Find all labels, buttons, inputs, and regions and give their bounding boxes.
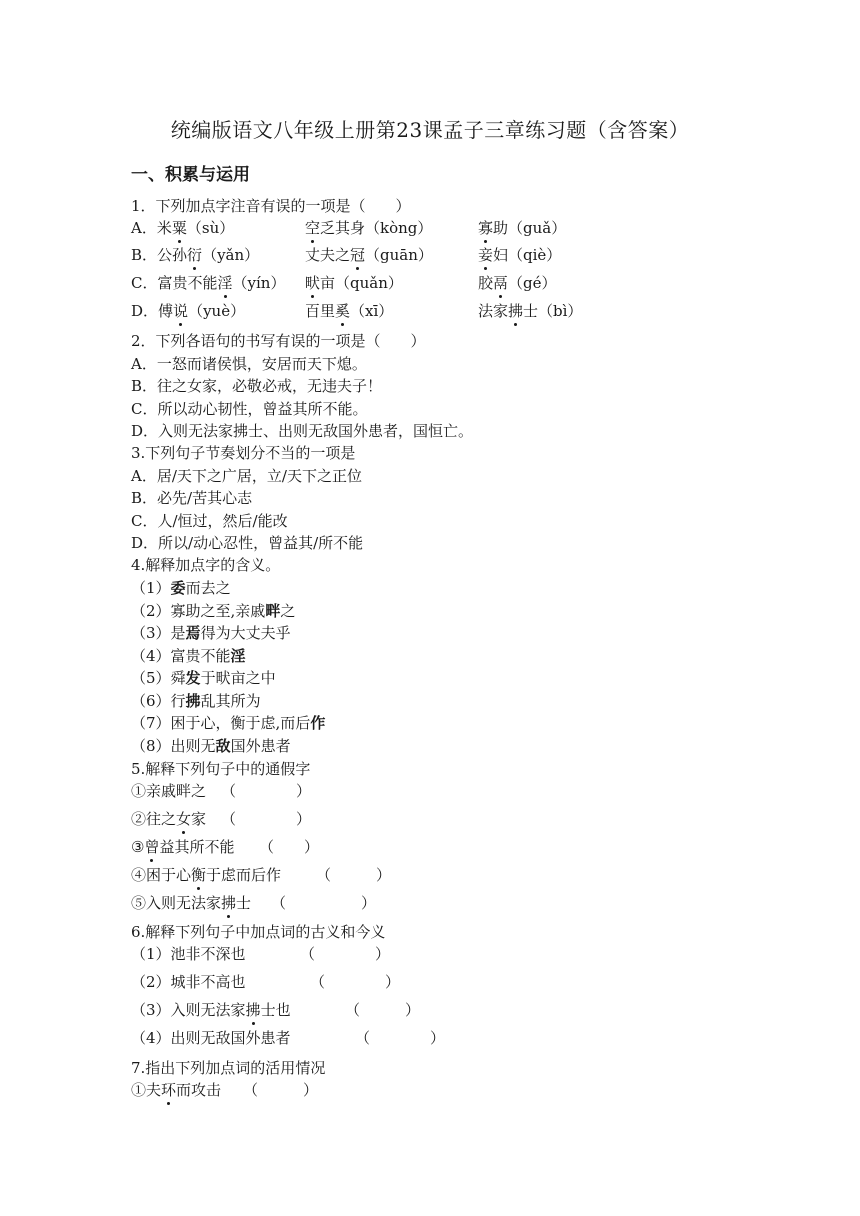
answer-blank: （ ） [271,894,377,912]
q4-item [131,691,261,711]
q5-item [131,837,234,857]
dotted-char: 衍 [187,246,203,264]
q5-item-blank [259,837,319,857]
q5-item [131,865,281,885]
item-text: （8）出则无 [131,736,216,755]
dotted-char: 说 [173,302,189,320]
q4-item [131,578,231,598]
q5-item-blank [316,865,391,885]
option-text: 丈夫之 [305,246,351,264]
item-text: （4）出则无敌国外患者 [131,1029,291,1047]
item-text: （6）行 [131,691,186,710]
dotted-char: 妾 [478,246,494,264]
q4-item [131,713,325,733]
dotted-char: 淫 [217,274,233,292]
item-text: （3）入则无法家 [131,1001,246,1019]
item-text: ①夫 [131,1081,162,1099]
answer-blank: （ ） [355,1029,446,1047]
option-text: 胶 [478,274,494,292]
item-text: 国外患者 [230,736,291,755]
q6-item [131,1028,291,1048]
option-text: （yuè） [188,302,246,320]
item-text: （5）舜 [131,669,186,687]
key-char: 作 [310,714,326,732]
option-text: 妇（qiè） [493,246,562,264]
q5-item-blank [221,781,311,801]
q2-option-b: B．往之女家，必敬必戒，无违夫子！ [131,377,383,395]
answer-blank: （ ） [345,1001,421,1019]
q1-option-2-a [131,273,285,293]
dotted-char: 畎 [305,274,321,292]
q3-option-d: D．所以/动心忍性，曾益其/所不能 [131,534,364,552]
answer-blank: （ ） [221,782,312,800]
q4-item [131,646,246,666]
answer-blank: （ ） [310,973,401,991]
option-label: B． [131,246,158,264]
q1-option-3-a [131,301,245,321]
q5-item [131,781,206,801]
dotted-char: 曾 [144,838,160,856]
q7-stem: 7.指出下列加点词的活用情况 [131,1059,326,1077]
dotted-char: 拂 [245,1001,261,1019]
item-text: 士 [236,894,252,912]
dotted-char: 拂 [221,894,237,912]
dotted-char: 寡 [478,219,494,237]
item-text: 得为大丈夫乎 [200,624,291,642]
answer-blank: （ ） [300,945,391,963]
item-text: （1） [131,579,171,597]
section-heading: 一、积累与运用 [131,165,250,185]
option-text: 法家 [478,302,509,320]
item-text: （2）寡助之至,亲戚 [131,601,266,620]
item-text: 乱其所为 [200,691,261,710]
q1-option-3-b [305,301,393,321]
q6-item [131,1000,291,1020]
item-text: 益其所不能 [159,838,235,856]
q1-option-3-c [478,301,582,321]
q1-option-2-c [478,273,557,293]
q4-item [131,668,276,688]
q4-item [131,601,295,621]
dotted-char: 衡 [191,866,207,884]
item-text: ⑤入则无法家 [131,894,222,912]
item-text: （1）池非不深也 [131,945,246,963]
key-char: 拂 [185,691,201,710]
q3-stem: 3.下列句子节奏划分不当的一项是 [131,444,356,462]
q6-item-blank [310,972,400,992]
item-text: ②往之 [131,810,177,828]
option-text: （yín） [232,274,286,292]
answer-blank: （ ） [243,1081,319,1099]
q5-item-blank [221,809,311,829]
item-text: 之 [280,601,296,620]
q6-item-blank [355,1028,445,1048]
q5-item [131,893,251,913]
item-text: 而攻击 [176,1081,222,1099]
option-text: 士（bì） [523,302,583,320]
page-title: 统编版语文八年级上册第23课孟子三章练习题（含答案） [170,118,690,142]
option-text: 富贵不能 [157,274,218,292]
dotted-char: 奚 [335,302,351,320]
q1-option-1-a [131,245,259,265]
key-char: 敌 [215,736,231,755]
q1-option-1-b [305,245,433,265]
item-text: （3）是 [131,624,186,642]
answer-blank: （ ） [221,810,312,828]
option-text: 助（guǎ） [493,219,567,237]
option-label: A． [131,219,157,237]
q5-stem: 5.解释下列句子中的通假字 [131,760,311,778]
item-text: 于虑而后作 [206,866,282,884]
option-text: （sù） [186,219,235,237]
q7-item [131,1080,221,1100]
q4-stem: 4.解释加点字的含义。 [131,556,281,574]
option-text: 米 [156,219,172,237]
q6-stem: 6.解释下列句子中加点词的古义和今义 [131,923,386,941]
dotted-char: 冠 [350,246,366,264]
dotted-char: 鬲 [493,274,509,292]
dotted-char: 空 [305,219,321,237]
q5-item-blank [271,893,376,913]
item-text: 于畎亩之中 [200,669,276,687]
q1-stem: 1．下列加点字注音有误的一项是（ ） [131,197,411,215]
item-text: ④困于心 [131,866,192,884]
item-text: （4）富贵不能 [131,646,231,665]
q5-item [131,809,206,829]
q1-option-0-a [131,218,234,238]
q7-item-blank [243,1080,318,1100]
dotted-char: 拂 [508,302,524,320]
answer-blank: （ ） [316,866,392,884]
option-text: 百里 [305,302,336,320]
q1-option-2-b [305,273,403,293]
item-text: ①亲戚畔之 [131,782,207,800]
option-text: 公孙 [157,246,188,264]
item-text: 家 [191,810,207,828]
q4-item [131,623,291,643]
option-text: （xī） [350,302,394,320]
answer-blank: （ ） [259,838,320,856]
dotted-char: 粟 [171,219,187,237]
option-text: 亩（quǎn） [320,274,403,292]
key-char: 焉 [185,624,201,642]
option-text: 傅 [158,302,174,320]
q1-option-0-b [305,218,432,238]
key-char: 委 [170,579,186,597]
q6-item-blank [300,944,390,964]
item-text: 士也 [260,1001,291,1019]
key-char: 发 [185,669,201,687]
option-text: 乏其身（kòng） [320,219,433,237]
q2-option-c: C．所以动心韧性，曾益其所不能。 [131,400,368,418]
option-label: D． [131,302,159,320]
q2-option-a: A．一怒而诸侯惧，安居而天下熄。 [131,355,367,373]
dotted-char: 环 [161,1081,177,1099]
q3-option-a: A．居/天下之广居，立/天下之正位 [131,467,362,485]
q1-option-1-c [478,245,561,265]
item-text: 而去之 [185,579,231,597]
option-label: C． [131,274,158,292]
q6-item-blank [345,1000,420,1020]
option-text: （guān） [365,246,433,264]
q2-option-d: D．入则无法家拂士、出则无敌国外患者，国恒亡。 [131,422,474,440]
option-text: （gé） [508,274,557,292]
q4-item [131,736,291,756]
item-text: （7）困于心，衡于虑,而后 [131,714,311,732]
key-char: 畔 [265,601,281,620]
q3-option-c: C．人/恒过，然后/能改 [131,512,288,530]
q2-stem: 2．下列各语句的书写有误的一项是（ ） [131,332,426,350]
dotted-char: 女 [176,810,192,828]
item-text: （2）城非不高也 [131,973,246,991]
option-text: （yǎn） [202,246,260,264]
item-text: ③ [131,838,145,856]
key-char: 淫 [230,646,246,665]
q1-option-0-c [478,218,566,238]
q6-item [131,972,246,992]
q6-item [131,944,246,964]
q3-option-b: B．必先/苦其心志 [131,489,253,507]
